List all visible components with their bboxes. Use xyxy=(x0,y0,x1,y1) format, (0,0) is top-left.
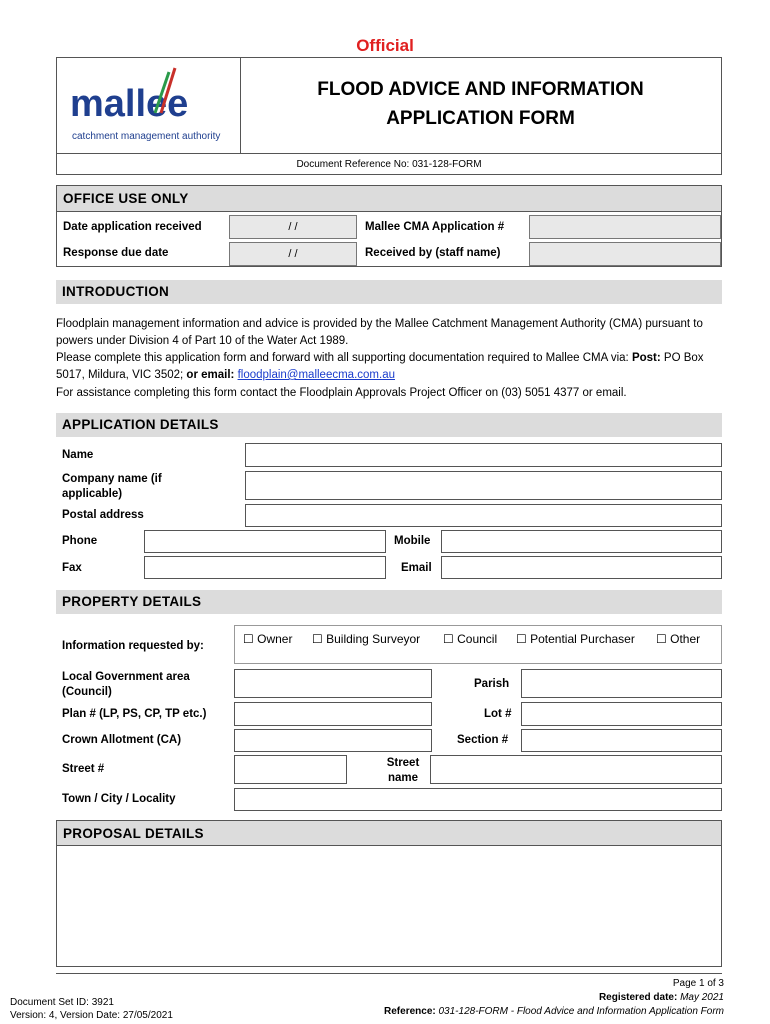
logo-subtitle: catchment management authority xyxy=(72,131,221,142)
email-label: Email xyxy=(401,562,432,574)
postal-address-input[interactable] xyxy=(245,504,722,527)
email-input[interactable] xyxy=(441,556,722,579)
intro-paragraph-3: For assistance completing this form contact the Floodplain Approvals Project Officer on (03) 5051 4377 or email. xyxy=(56,387,627,399)
footer-right xyxy=(384,977,724,1019)
town-label: Town / City / Locality xyxy=(62,793,176,805)
option-potential-purchaser[interactable] xyxy=(516,632,635,646)
company-label: Company name (if applicable) xyxy=(62,473,162,500)
mobile-input[interactable] xyxy=(441,530,722,553)
registered-date-value: May 2021 xyxy=(680,992,724,1003)
crown-allotment-label: Crown Allotment (CA) xyxy=(62,734,182,746)
option-building-surveyor-label: Building Surveyor xyxy=(326,632,421,646)
title-line-2: APPLICATION FORM xyxy=(386,108,575,129)
lga-input[interactable] xyxy=(234,669,432,698)
street-name-input[interactable] xyxy=(430,755,722,784)
checkbox-icon[interactable]: ☐ xyxy=(516,632,527,646)
date-received-field[interactable] xyxy=(229,215,357,239)
option-potential-purchaser-label: Potential Purchaser xyxy=(530,632,635,646)
footer-left xyxy=(10,996,173,1022)
document-set-id: Document Set ID: 3921 xyxy=(10,997,114,1008)
intro-paragraph-1: Floodplain management information and advice is provided by the Mallee Catchment Management Authority (CMA) pursuant to powers under Division 4 of Part 10 of the Water Act 1989. xyxy=(56,318,703,347)
proposal-details-box[interactable] xyxy=(56,820,722,967)
lot-label: Lot # xyxy=(484,708,512,720)
option-other[interactable] xyxy=(656,632,700,646)
title-line-1: FLOOD ADVICE AND INFORMATION xyxy=(317,79,644,100)
plan-label: Plan # (LP, PS, CP, TP etc.) xyxy=(62,708,207,720)
email-link[interactable]: floodplain@malleecma.com.au xyxy=(237,369,395,381)
info-requested-label: Information requested by: xyxy=(62,640,204,652)
section-label: Section # xyxy=(457,734,509,746)
intro-p2-text: Please complete this application form and forward with all supporting documentation required to Mallee CMA via: xyxy=(56,352,632,364)
option-building-surveyor[interactable] xyxy=(312,632,420,646)
lga-label: Local Government area (Council) xyxy=(62,671,190,698)
date-received-label: Date application received xyxy=(63,221,202,233)
application-details-title: APPLICATION DETAILS xyxy=(56,413,722,437)
office-use-section xyxy=(56,185,722,267)
response-due-field[interactable] xyxy=(229,242,357,266)
phone-input[interactable] xyxy=(144,530,386,553)
footer-divider xyxy=(56,973,722,974)
town-input[interactable] xyxy=(234,788,722,811)
parish-label: Parish xyxy=(474,678,510,690)
application-number-field[interactable] xyxy=(529,215,721,239)
office-use-title: OFFICE USE ONLY xyxy=(57,186,721,212)
crown-allotment-input[interactable] xyxy=(234,729,432,752)
logo-wordmark: mallee xyxy=(70,83,189,125)
date-received-value: / / xyxy=(288,221,298,233)
intro-paragraph-2 xyxy=(56,350,726,384)
mallee-logo xyxy=(57,58,240,153)
lot-input[interactable] xyxy=(521,702,722,726)
fax-input[interactable] xyxy=(144,556,386,579)
footer-reference xyxy=(384,1005,724,1019)
checkbox-icon[interactable]: ☐ xyxy=(243,632,254,646)
registered-date xyxy=(384,991,724,1005)
option-other-label: Other xyxy=(670,632,701,646)
form-header xyxy=(56,57,722,175)
name-label: Name xyxy=(62,449,94,461)
section-input[interactable] xyxy=(521,729,722,752)
parish-input[interactable] xyxy=(521,669,722,698)
option-council-label: Council xyxy=(457,632,498,646)
document-reference: Document Reference No: 031-128-FORM xyxy=(57,153,721,174)
street-name-label: Street name xyxy=(386,757,420,784)
registered-date-label: Registered date: xyxy=(598,992,678,1003)
phone-label: Phone xyxy=(62,535,98,547)
proposal-details-title: PROPOSAL DETAILS xyxy=(57,821,721,846)
checkbox-icon[interactable]: ☐ xyxy=(312,632,323,646)
company-input[interactable] xyxy=(245,471,722,500)
form-title xyxy=(240,58,721,153)
logo-cell xyxy=(57,58,241,153)
received-by-field[interactable] xyxy=(529,242,721,266)
response-due-label: Response due date xyxy=(63,247,169,259)
postal-address-label: Postal address xyxy=(62,509,144,521)
checkbox-icon[interactable]: ☐ xyxy=(656,632,667,646)
response-due-value: / / xyxy=(288,248,298,260)
fax-label: Fax xyxy=(62,562,82,574)
page-number: Page 1 of 3 xyxy=(672,978,724,989)
street-number-label: Street # xyxy=(62,763,105,775)
reference-value: 031-128-FORM - Flood Advice and Information Application Form xyxy=(438,1006,724,1017)
name-input[interactable] xyxy=(245,443,722,467)
or-email-label: or email: xyxy=(186,369,235,381)
property-details-title: PROPERTY DETAILS xyxy=(56,590,722,614)
checkbox-icon[interactable]: ☐ xyxy=(443,632,454,646)
received-by-label: Received by (staff name) xyxy=(365,247,501,259)
mobile-label: Mobile xyxy=(394,535,431,547)
plan-input[interactable] xyxy=(234,702,432,726)
option-council[interactable] xyxy=(443,632,497,646)
introduction-title: INTRODUCTION xyxy=(56,280,722,304)
reference-label: Reference: xyxy=(384,1006,436,1017)
option-owner[interactable] xyxy=(243,632,292,646)
street-number-input[interactable] xyxy=(234,755,347,784)
version-info: Version: 4, Version Date: 27/05/2021 xyxy=(10,1010,173,1021)
classification-label: Official xyxy=(356,36,414,55)
application-number-label: Mallee CMA Application # xyxy=(365,221,505,233)
intro-p2-address: PO Box 5017, Mildura, VIC 3502; xyxy=(56,352,704,381)
option-owner-label: Owner xyxy=(257,632,293,646)
post-label: Post: xyxy=(631,352,661,364)
